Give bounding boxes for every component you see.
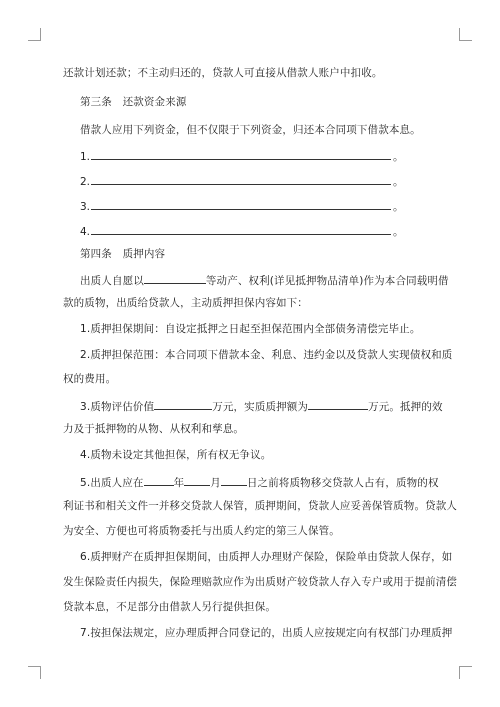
item-number: 2. <box>80 176 91 188</box>
item-end: 。 <box>393 176 404 188</box>
paragraph-line: 1.质押担保期间：自设定抵押之日起至担保范围内全部债务清偿完毕止。 <box>80 323 421 335</box>
paragraph-line: 贷款本息，不足部分由借款人另行提供担保。 <box>63 601 276 613</box>
fill-blank <box>144 474 174 486</box>
fund-source-item-3 <box>80 198 404 214</box>
fill-blank <box>308 398 368 410</box>
fill-blank <box>154 398 212 410</box>
paragraph-line: 6.质押财产在质押担保期间，由质押人办理财产保险，保险单由贷款人保存，如 <box>80 551 453 563</box>
paragraph-line: 还款计划还款；不主动归还的，贷款人可直接从借款人账户中扣收。 <box>63 67 383 79</box>
crop-mark-bottom-right <box>459 666 472 679</box>
item-number: 4. <box>80 226 91 238</box>
item-number: 3. <box>80 201 91 213</box>
fill-blank <box>91 173 391 185</box>
text-segment: 万元，实质质押额为 <box>212 401 309 413</box>
text-segment: 等动产、权利(详见抵押物品清单)作为本合同载明借 <box>205 275 449 287</box>
fill-blank <box>184 474 210 486</box>
article-4-heading: 第四条 质押内容 <box>80 248 166 260</box>
item-end: 。 <box>393 226 404 238</box>
fill-blank <box>91 223 391 235</box>
text-segment: 月 <box>210 477 221 489</box>
paragraph-line: 4.质物未设定其他担保，所有权无争议。 <box>80 449 272 461</box>
text-segment: 日之前将质物移交贷款人占有，质物的权 <box>246 477 439 489</box>
text-segment: 3.质物评估价值 <box>80 401 155 413</box>
paragraph-line: 款的质物，出质给贷款人，主动质押担保内容如下： <box>63 297 308 309</box>
paragraph-line: 发生保险责任内损失，保险理赔款应作为出质财产较贷款人存入专户或用于提前清偿 <box>63 576 458 588</box>
text-segment: 5.出质人应在 <box>80 477 144 489</box>
text-segment: 年 <box>173 477 185 489</box>
article-3-heading: 第三条 还款资金来源 <box>80 96 187 108</box>
crop-mark-bottom-left <box>28 666 41 679</box>
paragraph-line: 7.按担保法规定，应办理质押合同登记的，出质人应按规定向有权部门办理质押 <box>80 627 453 639</box>
item-number: 1. <box>80 151 91 163</box>
fill-blank <box>144 272 206 284</box>
crop-mark-top-left <box>28 28 41 41</box>
paragraph-line: 利证书和相关文件一并移交贷款人保管，质押期间，贷款人应妥善保管质物。贷款人 <box>63 500 458 512</box>
fill-blank <box>91 148 391 160</box>
paragraph-line <box>80 474 439 490</box>
fund-source-item-4 <box>80 223 404 239</box>
fund-source-item-2 <box>80 173 404 189</box>
text-segment: 出质人自愿以 <box>80 275 144 287</box>
paragraph-line: 2.质押担保范围：本合同项下借款本金、利息、违约金以及贷款人实现债权和质 <box>80 349 453 361</box>
text-segment: 万元。抵押的效 <box>368 401 443 413</box>
paragraph-line <box>80 272 449 288</box>
crop-mark-top-right <box>459 28 472 41</box>
paragraph-line: 力及于抵押物的从物、从权利和孳息。 <box>63 423 245 435</box>
paragraph-line: 权的费用。 <box>63 373 117 385</box>
paragraph-line: 借款人应用下列资金，但不仅限于下列资金，归还本合同项下借款本息。 <box>80 124 421 136</box>
fund-source-item-1 <box>80 148 404 164</box>
paragraph-line <box>80 398 443 414</box>
paragraph-line: 为安全、方便也可将质物委托与出质人约定的第三人保管。 <box>63 525 340 537</box>
item-end: 。 <box>393 151 404 163</box>
fill-blank <box>221 474 247 486</box>
item-end: 。 <box>393 201 404 213</box>
fill-blank <box>91 198 391 210</box>
